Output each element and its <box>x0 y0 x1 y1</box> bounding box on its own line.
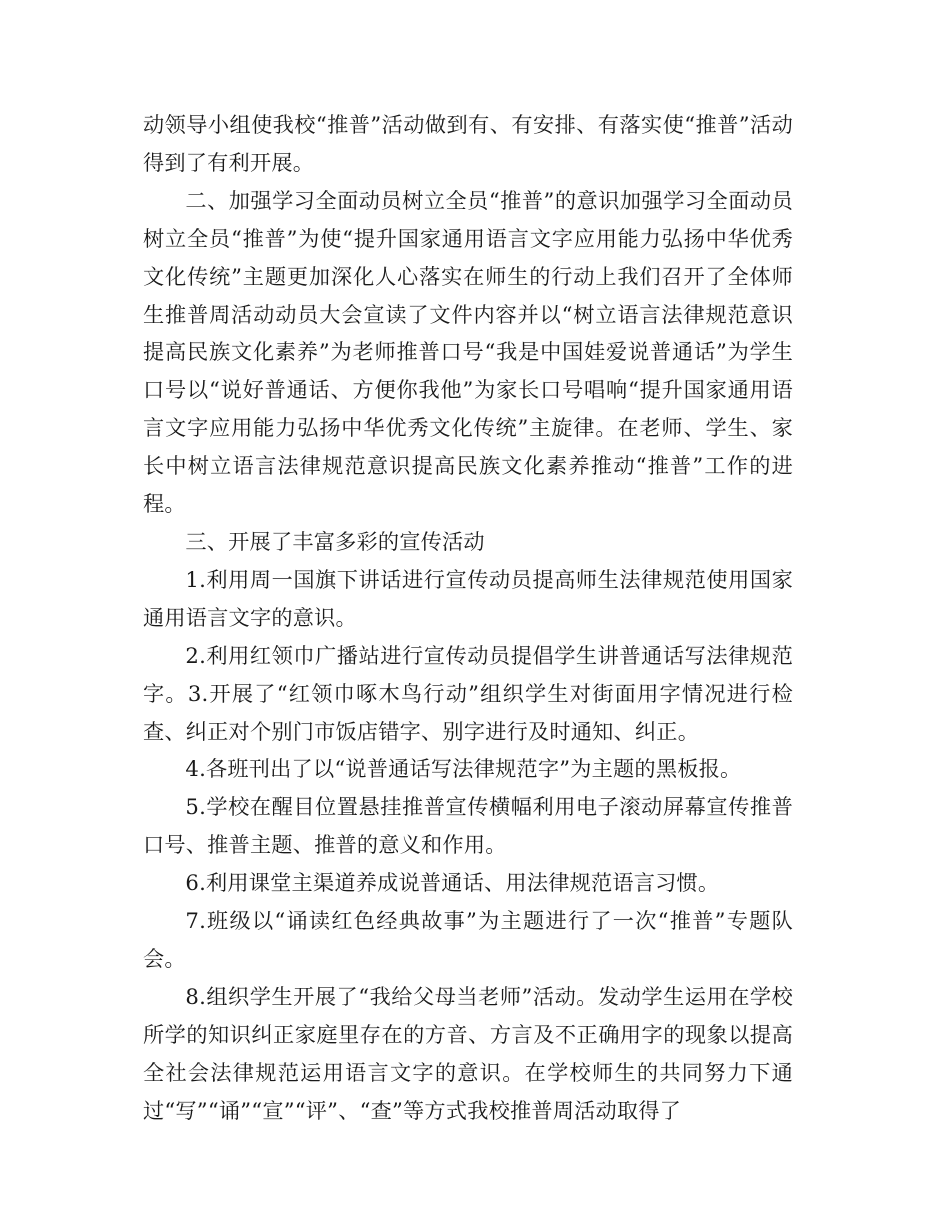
paragraph-section-3-heading: 三、开展了丰富多彩的宣传活动 <box>185 528 485 554</box>
paragraph-item-1: 1.利用周一国旗下讲话进行宣传动员提高师生法律规范使用国家通用语言文字的意识。 <box>143 566 793 630</box>
paragraph-item-5: 5.学校在醒目位置悬挂推普宣传横幅利用电子滚动屏幕宣传推普口号、推普主题、推普的意义和作用。 <box>143 794 793 858</box>
paragraph-item-2-3: 2.利用红领巾广播站进行宣传动员提倡学生讲普通话写法律规范字。3.开展了“红领巾啄木鸟行动”组织学生对街面用字情况进行检查、纠正对个别门市饭店错字、别字进行及时通知、纠正。 <box>143 642 793 744</box>
paragraph-item-4: 4.各班刊出了以“说普通话写法律规范字”为主题的黑板报。 <box>185 756 742 782</box>
paragraph-item-8: 8.组织学生开展了“我给父母当老师”活动。发动学生运用在学校所学的知识纠正家庭里存在的方音、方言及不正确用字的现象以提高全社会法律规范运用语言文字的意识。在学校师生的共同努力下通过“写”“诵”“宣”“评”、“查”等方式我校推普周活动取得了 <box>143 983 793 1123</box>
paragraph-section-2: 二、加强学习全面动员树立全员“推普”的意识加强学习全面动员树立全员“推普”为使“提升国家通用语言文字应用能力弘扬中华优秀文化传统”主题更加深化人心落实在师生的行动上我们召开了全体师生推普周活动动员大会宣读了文件内容并以“树立语言法律规范意识提高民族文化素养”为老师推普口号“我是中国娃爱说普通话”为学生口号以“说好普通话、方便你我他”为家长口号唱响“提升国家通用语言文字应用能力弘扬中华优秀文化传统”主旋律。在老师、学生、家长中树立语言法律规范意识提高民族文化素养推动“推普”工作的进程。 <box>143 187 793 517</box>
document-body <box>143 106 793 1129</box>
paragraph-item-6: 6.利用课堂主渠道养成说普通话、用法律规范语言习惯。 <box>185 870 720 896</box>
paragraph-continuation: 动领导小组使我校“推普”活动做到有、有安排、有落实使“推普”活动得到了有利开展。 <box>143 112 793 175</box>
paragraph-item-7: 7.班级以“诵读红色经典故事”为主题进行了一次“推普”专题队会。 <box>143 908 793 971</box>
